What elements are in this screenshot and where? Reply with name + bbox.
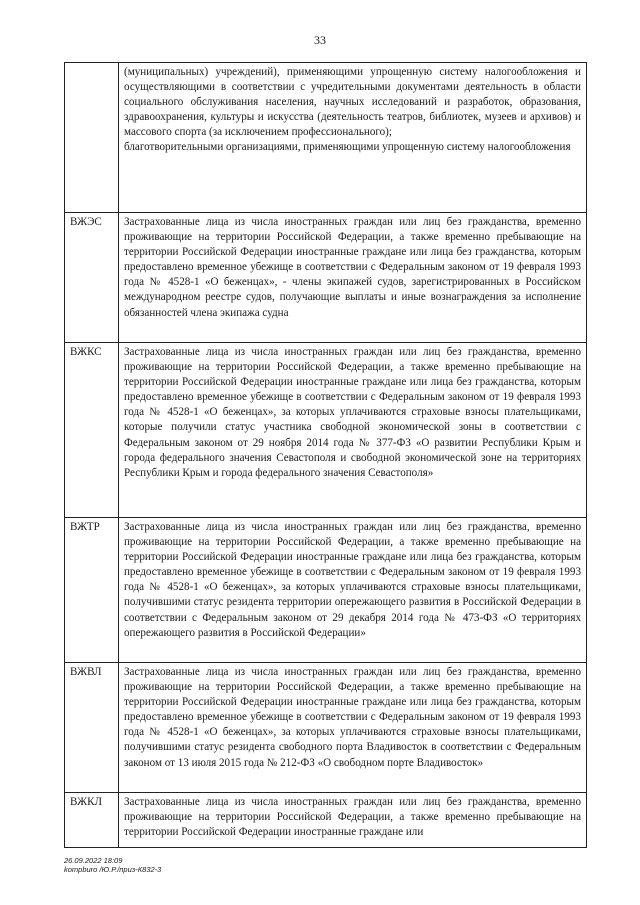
description-paragraph: (муниципальных) учреждений), применяющими упрощенную систему налогообложения и осуществляющими в соответствии с учредительными документами деятельность в области социального обслуживания населения, научных исследований и разработок, образования, здравоохранения, культуры и искусства (деятельность театров, библиотек, музеев и архивов) и массового спорта (за исключением профессионального); — [124, 66, 581, 139]
category-description — [119, 213, 587, 343]
category-description — [119, 63, 587, 213]
category-description — [119, 663, 587, 793]
category-code: ВЖКС — [65, 343, 119, 518]
footer-stamp — [64, 856, 161, 874]
description-paragraph: Застрахованные лица из числа иностранных граждан или лиц без гражданства, временно проживающие на территории Российской Федерации, а также временно пребывающие на территории Российской Федерации иностранные граждане или лица без гражданства, которым предоставлено временное убежище в соответствии с Федеральным законом от 19 февраля 1993 года № 4528-1 «О беженцах», - члены экипажей судов, зарегистрированных в Российском международном реестре судов, получающие выплаты и иные вознаграждения за исполнение обязанностей члена экипажа судна — [124, 216, 581, 319]
category-code: ВЖТР — [65, 518, 119, 663]
category-description — [119, 518, 587, 663]
category-description — [119, 343, 587, 518]
table-row — [65, 213, 587, 343]
codes-table — [64, 62, 587, 848]
table-row — [65, 793, 587, 848]
table-row — [65, 343, 587, 518]
table-row — [65, 663, 587, 793]
description-paragraph: Застрахованные лица из числа иностранных граждан или лиц без гражданства, временно проживающие на территории Российской Федерации, а также временно пребывающие на территории Российской Федерации иностранные граждане или — [124, 796, 581, 839]
footer-date: 26.09.2022 18:09 — [64, 856, 123, 865]
category-code: ВЖКЛ — [65, 793, 119, 848]
page-number: 33 — [314, 33, 326, 47]
description-paragraph: благотворительными организациями, применяющими упрощенную систему налогообложения — [124, 141, 571, 154]
footer-registration: kompburo /Ю.Р./приз-К832-3 — [64, 865, 162, 874]
category-code — [65, 63, 119, 213]
category-code: ВЖВЛ — [65, 663, 119, 793]
table-row — [65, 63, 587, 213]
description-paragraph: Застрахованные лица из числа иностранных граждан или лиц без гражданства, временно проживающие на территории Российской Федерации, а также временно пребывающие на территории Российской Федерации иностранные граждане или лица без гражданства, которым предоставлено временное убежище в соответствии с Федеральным законом от 19 февраля 1993 года № 4528-1 «О беженцах», за которых уплачиваются страховые взносы плательщиками, получившими статус резидента свободного порта Владивосток в соответствии с Федеральным законом от 13 июля 2015 года № 212-ФЗ «О свободном порте Владивосток» — [124, 666, 581, 769]
table-row — [65, 518, 587, 663]
category-description — [119, 793, 587, 848]
description-paragraph: Застрахованные лица из числа иностранных граждан или лиц без гражданства, временно проживающие на территории Российской Федерации, а также временно пребывающие на территории Российской Федерации иностранные граждане или лица без гражданства, которым предоставлено временное убежище в соответствии с Федеральным законом от 19 февраля 1993 года № 4528-1 «О беженцах», за которых уплачиваются страховые взносы плательщиками, получившими статус резидента территории опережающего развития в Российской Федерации в соответствии с Федеральным законом от 29 декабря 2014 года № 473-ФЗ «О территориях опережающего развития в Российской Федерации» — [124, 521, 581, 639]
category-code: ВЖЭС — [65, 213, 119, 343]
description-paragraph: Застрахованные лица из числа иностранных граждан или лиц без гражданства, временно проживающие на территории Российской Федерации, а также временно пребывающие на территории Российской Федерации иностранные граждане или лица без гражданства, которым предоставлено временное убежище в соответствии с Федеральным законом от 19 февраля 1993 года № 4528-1 «О беженцах», за которых уплачиваются страховые взносы плательщиками, которые получили статус участника свободной экономической зоны в соответствии с Федеральным законом от 29 ноября 2014 года № 377-ФЗ «О развитии Республики Крым и города федерального значения Севастополя и свободной экономической зоне на территориях Республики Крым и города федерального значения Севастополя» — [124, 346, 581, 479]
